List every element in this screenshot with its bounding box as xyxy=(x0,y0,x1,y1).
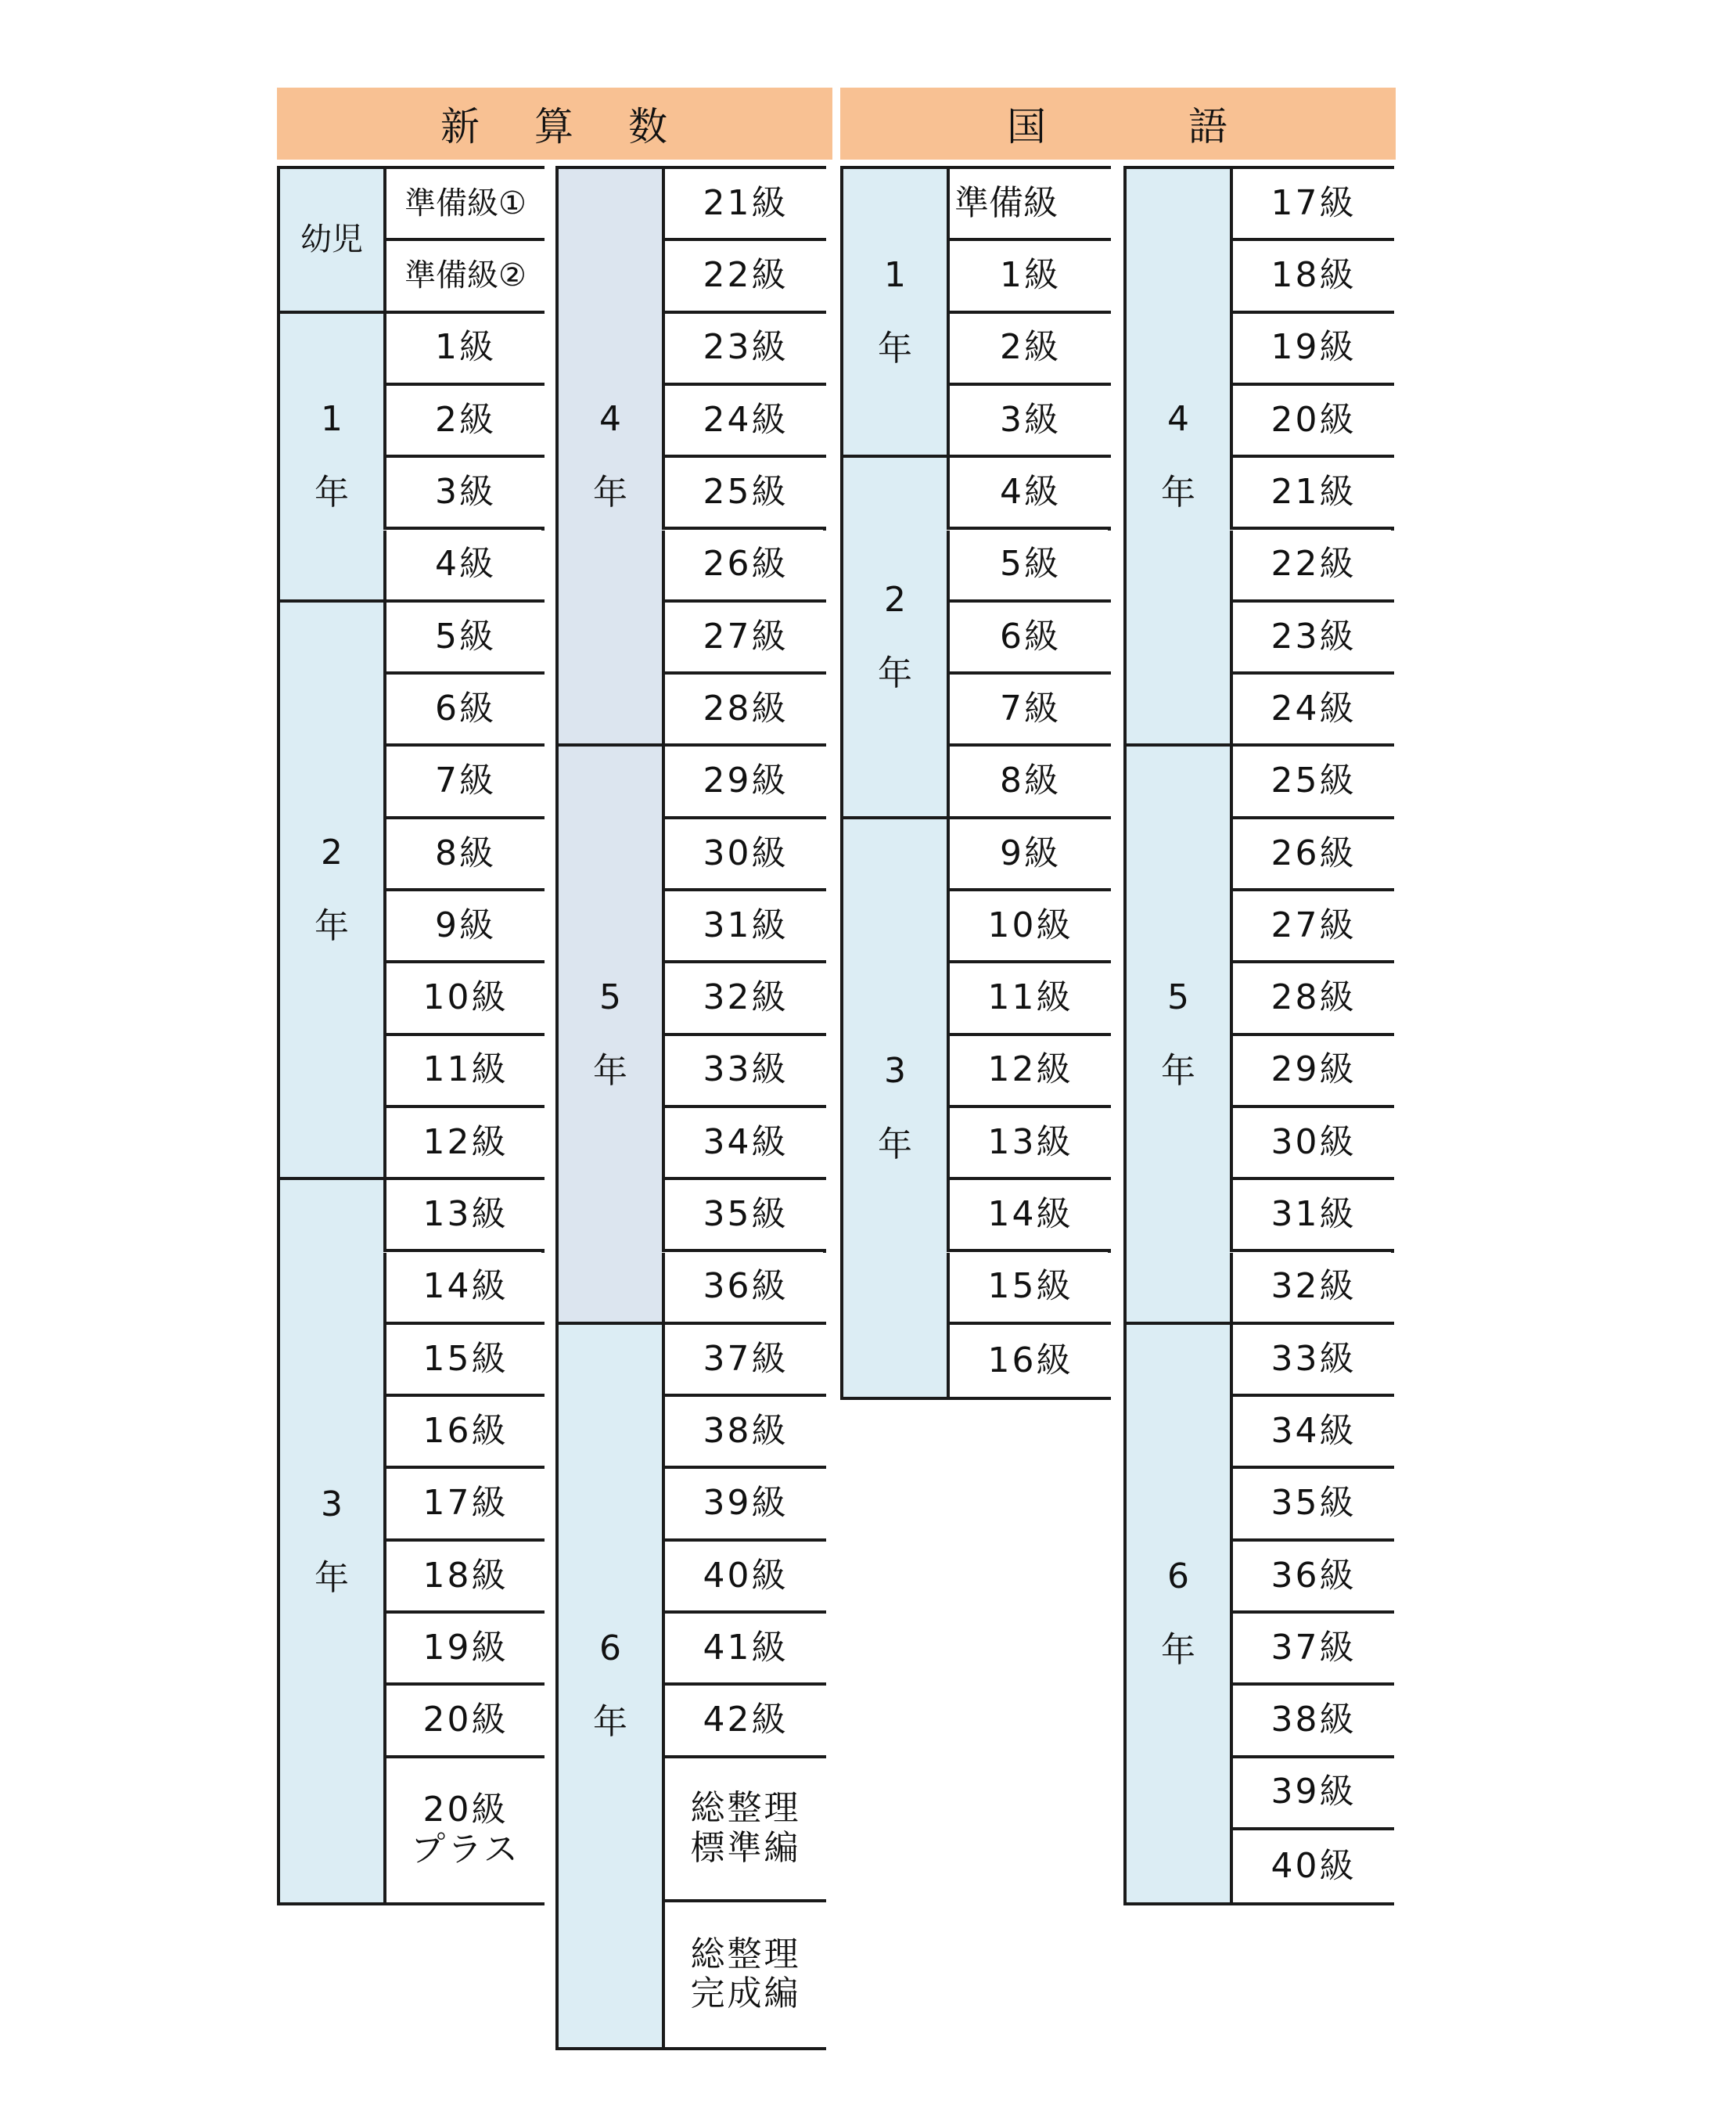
year-number: 5 xyxy=(599,977,621,1017)
grade-cell: 29級 xyxy=(1230,1036,1394,1108)
year-number: 6 xyxy=(1167,1556,1189,1596)
grade-cell: 19級 xyxy=(1230,314,1394,386)
year-number: 1 xyxy=(321,399,343,440)
grade-cell: 8級 xyxy=(947,747,1111,819)
grade-cell: 24級 xyxy=(1230,675,1394,747)
grade-cell: 1級 xyxy=(947,241,1111,313)
grade-cell: 27級 xyxy=(662,603,826,675)
grade-cell: 22級 xyxy=(662,241,826,313)
grade-cell: 14級 xyxy=(947,1180,1111,1252)
year-group-label xyxy=(559,169,662,747)
grade-cell: 28級 xyxy=(1230,963,1394,1035)
math-header-char-2: 算 xyxy=(534,104,575,149)
grade-cell: 23級 xyxy=(1230,603,1394,675)
math-header-char-1: 新 xyxy=(440,104,481,149)
grade-cell: 10級 xyxy=(947,891,1111,963)
math-column-2 xyxy=(555,166,826,2050)
grade-cell: 6級 xyxy=(383,675,545,747)
year-group-label xyxy=(1127,747,1230,1324)
grade-cell: 16級 xyxy=(383,1397,545,1469)
year-suffix: 年 xyxy=(1161,1629,1195,1670)
year-suffix: 年 xyxy=(314,905,349,946)
grade-cell: 15級 xyxy=(383,1325,545,1397)
year-group-label xyxy=(843,169,947,458)
grade-cell: 34級 xyxy=(662,1108,826,1180)
grade-cell: 4級 xyxy=(947,458,1111,530)
year-suffix: 年 xyxy=(878,1124,912,1164)
math-header-char-3: 数 xyxy=(628,104,669,149)
grade-cell: 33級 xyxy=(1230,1325,1394,1397)
year-suffix: 年 xyxy=(593,1702,627,1743)
grade-cell: 総整理 完成編 xyxy=(662,1902,826,2047)
grade-cell: 25級 xyxy=(662,458,826,530)
grade-cell: 8級 xyxy=(383,819,545,891)
grade-cell: 20級 プラス xyxy=(383,1758,545,1903)
grade-cell: 15級 xyxy=(947,1253,1111,1325)
grade-cell: 36級 xyxy=(662,1253,826,1325)
grade-cell: 18級 xyxy=(383,1542,545,1614)
year-suffix: 年 xyxy=(593,1050,627,1091)
grade-cell: 35級 xyxy=(662,1180,826,1252)
grade-cell: 準備級① xyxy=(383,169,545,241)
year-group-label xyxy=(280,1180,383,1902)
grade-cell: 41級 xyxy=(662,1614,826,1686)
year-suffix: 年 xyxy=(878,653,912,693)
grade-cell: 26級 xyxy=(1230,819,1394,891)
year-group-label xyxy=(280,169,383,314)
grade-cell: 39級 xyxy=(662,1469,826,1541)
grade-cell: 29級 xyxy=(662,747,826,819)
grade-cell: 13級 xyxy=(383,1180,545,1252)
year-number: 3 xyxy=(884,1050,906,1091)
grade-cell: 10級 xyxy=(383,963,545,1035)
year-group-label xyxy=(280,314,383,603)
year-number: 4 xyxy=(599,399,621,440)
grade-cell: 21級 xyxy=(662,169,826,241)
grade-cell: 27級 xyxy=(1230,891,1394,963)
year-group-label xyxy=(1127,169,1230,747)
grade-cell: 4級 xyxy=(383,531,545,603)
grade-cell: 6級 xyxy=(947,603,1111,675)
grade-cell: 37級 xyxy=(662,1325,826,1397)
grade-cell: 14級 xyxy=(383,1253,545,1325)
grade-cell: 18級 xyxy=(1230,241,1394,313)
grade-cell: 26級 xyxy=(662,531,826,603)
year-group-label xyxy=(559,747,662,1324)
grade-cell: 3級 xyxy=(383,458,545,530)
grade-cell: 32級 xyxy=(1230,1253,1394,1325)
grade-cell: 30級 xyxy=(1230,1108,1394,1180)
year-suffix: 年 xyxy=(1161,473,1195,513)
year-group-label xyxy=(843,819,947,1397)
grade-cell: 1級 xyxy=(383,314,545,386)
japanese-header xyxy=(840,88,1396,160)
grade-cell: 7級 xyxy=(383,747,545,819)
japanese-column-1 xyxy=(840,166,1111,1400)
grade-cell: 17級 xyxy=(383,1469,545,1541)
grade-cell: 2級 xyxy=(947,314,1111,386)
grade-cell: 40級 xyxy=(662,1542,826,1614)
year-number: 2 xyxy=(884,579,906,620)
grade-cell: 11級 xyxy=(947,963,1111,1035)
grade-cell: 7級 xyxy=(947,675,1111,747)
grade-cell: 34級 xyxy=(1230,1397,1394,1469)
japanese-header-char-2: 語 xyxy=(1188,104,1229,149)
grade-cell: 38級 xyxy=(1230,1686,1394,1758)
grade-cell: 25級 xyxy=(1230,747,1394,819)
grade-cell: 準備級 xyxy=(947,169,1111,241)
grade-cell: 22級 xyxy=(1230,531,1394,603)
grade-cell: 31級 xyxy=(662,891,826,963)
grade-cell: 38級 xyxy=(662,1397,826,1469)
grade-cell: 5級 xyxy=(947,531,1111,603)
grade-cell: 16級 xyxy=(947,1325,1111,1397)
year-suffix: 年 xyxy=(314,1557,349,1598)
grade-cell: 12級 xyxy=(947,1036,1111,1108)
year-suffix: 年 xyxy=(1161,1050,1195,1091)
grade-cell: 13級 xyxy=(947,1108,1111,1180)
grade-cell: 33級 xyxy=(662,1036,826,1108)
year-number: 1 xyxy=(884,254,906,295)
year-number: 2 xyxy=(321,832,343,873)
grade-cell: 5級 xyxy=(383,603,545,675)
grade-cell: 準備級② xyxy=(383,241,545,313)
year-suffix: 年 xyxy=(593,473,627,513)
grade-cell: 9級 xyxy=(947,819,1111,891)
year-suffix: 年 xyxy=(314,473,349,513)
grade-cell: 9級 xyxy=(383,891,545,963)
grade-cell: 39級 xyxy=(1230,1758,1394,1830)
japanese-column-2 xyxy=(1123,166,1394,1905)
year-group-label xyxy=(1127,1325,1230,1902)
year-group-label xyxy=(280,603,383,1180)
grade-cell: 28級 xyxy=(662,675,826,747)
grade-cell: 21級 xyxy=(1230,458,1394,530)
year-group-label xyxy=(843,458,947,819)
math-header xyxy=(277,88,832,160)
grade-cell: 24級 xyxy=(662,386,826,458)
grade-cell: 3級 xyxy=(947,386,1111,458)
year-number: 6 xyxy=(599,1628,621,1669)
grade-cell: 19級 xyxy=(383,1614,545,1686)
year-number: 4 xyxy=(1167,399,1189,440)
grade-cell: 総整理 標準編 xyxy=(662,1758,826,1903)
grade-cell: 20級 xyxy=(1230,386,1394,458)
year-group-label xyxy=(559,1325,662,2047)
grade-cell: 37級 xyxy=(1230,1614,1394,1686)
grade-cell: 11級 xyxy=(383,1036,545,1108)
grade-cell: 35級 xyxy=(1230,1469,1394,1541)
grade-cell: 12級 xyxy=(383,1108,545,1180)
grade-cell: 2級 xyxy=(383,386,545,458)
grade-cell: 42級 xyxy=(662,1686,826,1758)
math-column-1 xyxy=(277,166,545,1905)
grade-cell: 32級 xyxy=(662,963,826,1035)
japanese-header-char-1: 国 xyxy=(1007,104,1048,149)
grade-cell: 31級 xyxy=(1230,1180,1394,1252)
grade-cell: 40級 xyxy=(1230,1830,1394,1902)
grade-cell: 23級 xyxy=(662,314,826,386)
grade-cell: 20級 xyxy=(383,1686,545,1758)
grade-cell: 17級 xyxy=(1230,169,1394,241)
grade-cell: 36級 xyxy=(1230,1542,1394,1614)
year-number: 3 xyxy=(321,1484,343,1524)
year-group-text: 幼児 xyxy=(300,221,363,258)
grade-cell: 30級 xyxy=(662,819,826,891)
year-number: 5 xyxy=(1167,977,1189,1017)
year-suffix: 年 xyxy=(878,328,912,369)
